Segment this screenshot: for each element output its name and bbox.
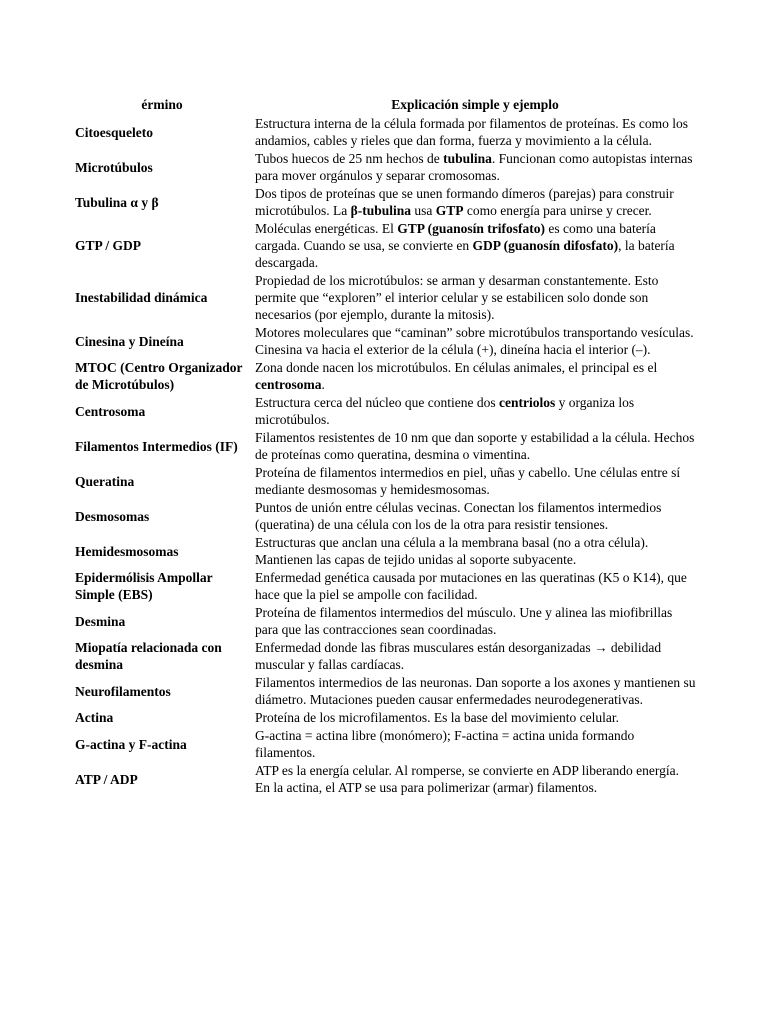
explanation-text: Dos tipos de proteínas que se unen formando dímeros (parejas) para construir microtúbulos. La bbox=[255, 186, 674, 218]
term-cell: Epidermólisis Ampollar Simple (EBS) bbox=[75, 570, 213, 602]
explanation-text: como energía para unirse y crecer. bbox=[463, 203, 652, 218]
table-row bbox=[72, 762, 698, 797]
explanation-cell bbox=[252, 674, 698, 709]
explanation-text: Enfermedad genética causada por mutaciones en las queratinas (K5 o K14), que hace que la piel se ampolle con facilidad. bbox=[255, 570, 687, 602]
bold-term: GTP bbox=[435, 203, 464, 218]
table-row bbox=[72, 359, 698, 394]
table-row bbox=[72, 220, 698, 272]
document-page bbox=[72, 96, 698, 797]
explanation-cell bbox=[252, 115, 698, 150]
table-row bbox=[72, 639, 698, 674]
explanation-text: . bbox=[321, 377, 325, 392]
bold-term: GDP (guanosín difosfato) bbox=[472, 238, 619, 253]
table-row bbox=[72, 185, 698, 220]
explanation-cell bbox=[252, 394, 698, 429]
explanation-cell bbox=[252, 499, 698, 534]
explanation-cell bbox=[252, 359, 698, 394]
term-cell: Actina bbox=[75, 710, 114, 725]
explanation-text: Filamentos intermedios de las neuronas. Dan soporte a los axones y mantienen su diámetro. Mutaciones pueden causar enfermedades neurodegenerativas. bbox=[255, 675, 696, 707]
bold-term: β-tubulina bbox=[350, 203, 411, 218]
explanation-text: es como una batería cargada. Cuando se usa, se convierte en bbox=[255, 221, 656, 253]
explanation-cell bbox=[252, 464, 698, 499]
explanation-text: , la batería descargada. bbox=[255, 238, 675, 270]
explanation-text: Moléculas energéticas. El bbox=[255, 221, 398, 236]
glossary-table bbox=[72, 96, 698, 797]
explanation-text: Propiedad de los microtúbulos: se arman y desarman constantemente. Esto permite que “exploren” el interior celular y se estabilicen solo donde son necesarios (por ejemplo, durante la mitosis). bbox=[255, 273, 659, 322]
explanation-cell bbox=[252, 569, 698, 604]
explanation-text: y organiza los microtúbulos. bbox=[255, 395, 635, 427]
table-header-row bbox=[72, 96, 698, 115]
explanation-text: usa bbox=[411, 203, 436, 218]
term-cell: Desmosomas bbox=[75, 508, 150, 524]
bold-term: centriolos bbox=[499, 395, 556, 410]
term-cell: Neurofilamentos bbox=[75, 683, 171, 699]
bold-term: GTP (guanosín trifosfato) bbox=[397, 221, 545, 236]
explanation-text: Filamentos resistentes de 10 nm que dan soporte y estabilidad a la célula. Hechos de proteínas como queratina, desmina o vimentina. bbox=[255, 430, 695, 462]
table-row bbox=[72, 115, 698, 150]
explanation-cell bbox=[252, 639, 698, 674]
table-row bbox=[72, 727, 698, 762]
table-row bbox=[72, 272, 698, 324]
table-row bbox=[72, 604, 698, 639]
explanation-cell bbox=[252, 272, 698, 324]
term-cell: Queratina bbox=[75, 473, 135, 489]
term-cell: MTOC (Centro Organizador de Microtúbulos) bbox=[75, 360, 243, 392]
explanation-text: Proteína de filamentos intermedios en piel, uñas y cabello. Une células entre sí mediante desmosomas y hemidesmosomas. bbox=[255, 465, 681, 497]
table-row bbox=[72, 709, 698, 727]
column-header-term: érmino bbox=[141, 97, 183, 112]
table-row bbox=[72, 324, 698, 359]
term-cell: Inestabilidad dinámica bbox=[75, 290, 208, 305]
table-row bbox=[72, 429, 698, 464]
explanation-cell bbox=[252, 709, 698, 727]
term-cell: ATP / ADP bbox=[75, 771, 138, 787]
term-cell: Desmina bbox=[75, 613, 126, 629]
bold-term: centrosoma bbox=[255, 377, 322, 392]
explanation-cell bbox=[252, 220, 698, 272]
table-row bbox=[72, 394, 698, 429]
explanation-text: Motores moleculares que “caminan” sobre microtúbulos transportando vesículas. Cinesina va hacia el exterior de la célula (+), dineína hacia el interior (–). bbox=[255, 325, 694, 357]
glossary-body bbox=[72, 115, 698, 797]
term-cell: Citoesqueleto bbox=[75, 124, 153, 140]
explanation-text: Proteína de filamentos intermedios del músculo. Une y alinea las miofibrillas para que las contracciones sean coordinadas. bbox=[255, 605, 673, 637]
column-header-explanation: Explicación simple y ejemplo bbox=[391, 97, 559, 112]
term-cell: GTP / GDP bbox=[75, 238, 142, 253]
term-cell: Tubulina α y β bbox=[75, 194, 159, 210]
explanation-text: G-actina = actina libre (monómero); F-actina = actina unida formando filamentos. bbox=[255, 728, 635, 760]
term-cell: Hemidesmosomas bbox=[75, 543, 179, 559]
table-row bbox=[72, 150, 698, 185]
explanation-text: . Funcionan como autopistas internas para mover orgánulos y separar cromosomas. bbox=[255, 151, 693, 183]
explanation-text: Estructuras que anclan una célula a la membrana basal (no a otra célula). Mantienen las capas de tejido unidas al soporte subyacente. bbox=[255, 535, 649, 567]
term-cell: G-actina y F-actina bbox=[75, 736, 187, 752]
explanation-text: Estructura cerca del núcleo que contiene dos bbox=[255, 395, 500, 410]
explanation-cell bbox=[252, 429, 698, 464]
explanation-cell bbox=[252, 534, 698, 569]
table-row bbox=[72, 674, 698, 709]
table-row bbox=[72, 464, 698, 499]
explanation-text: Proteína de los microfilamentos. Es la base del movimiento celular. bbox=[255, 710, 620, 725]
term-cell: Miopatía relacionada con desmina bbox=[75, 640, 222, 672]
term-cell: Microtúbulos bbox=[75, 159, 153, 175]
explanation-cell bbox=[252, 604, 698, 639]
explanation-cell bbox=[252, 324, 698, 359]
explanation-cell bbox=[252, 727, 698, 762]
term-cell: Filamentos Intermedios (IF) bbox=[75, 438, 238, 454]
explanation-text: Zona donde nacen los microtúbulos. En células animales, el principal es el bbox=[255, 360, 658, 375]
table-row bbox=[72, 499, 698, 534]
table-row bbox=[72, 569, 698, 604]
explanation-text: Estructura interna de la célula formada por filamentos de proteínas. Es como los andamios, cables y rieles que dan forma, fuerza y movimiento a la célula. bbox=[255, 116, 688, 148]
table-row bbox=[72, 534, 698, 569]
explanation-text: Tubos huecos de 25 nm hechos de bbox=[255, 151, 444, 166]
explanation-cell bbox=[252, 150, 698, 185]
explanation-text: Enfermedad donde las fibras musculares están desorganizadas → debilidad muscular y fallas cardíacas. bbox=[255, 640, 662, 672]
explanation-text: Puntos de unión entre células vecinas. Conectan los filamentos intermedios (queratina) de una célula con los de la otra para resistir tensiones. bbox=[255, 500, 662, 532]
term-cell: Centrosoma bbox=[75, 403, 146, 419]
term-cell: Cinesina y Dineína bbox=[75, 333, 184, 349]
bold-term: tubulina bbox=[443, 151, 492, 166]
explanation-cell bbox=[252, 762, 698, 797]
explanation-cell bbox=[252, 185, 698, 220]
explanation-text: ATP es la energía celular. Al romperse, se convierte en ADP liberando energía. En la actina, el ATP se usa para polimerizar (armar) filamentos. bbox=[255, 763, 679, 795]
